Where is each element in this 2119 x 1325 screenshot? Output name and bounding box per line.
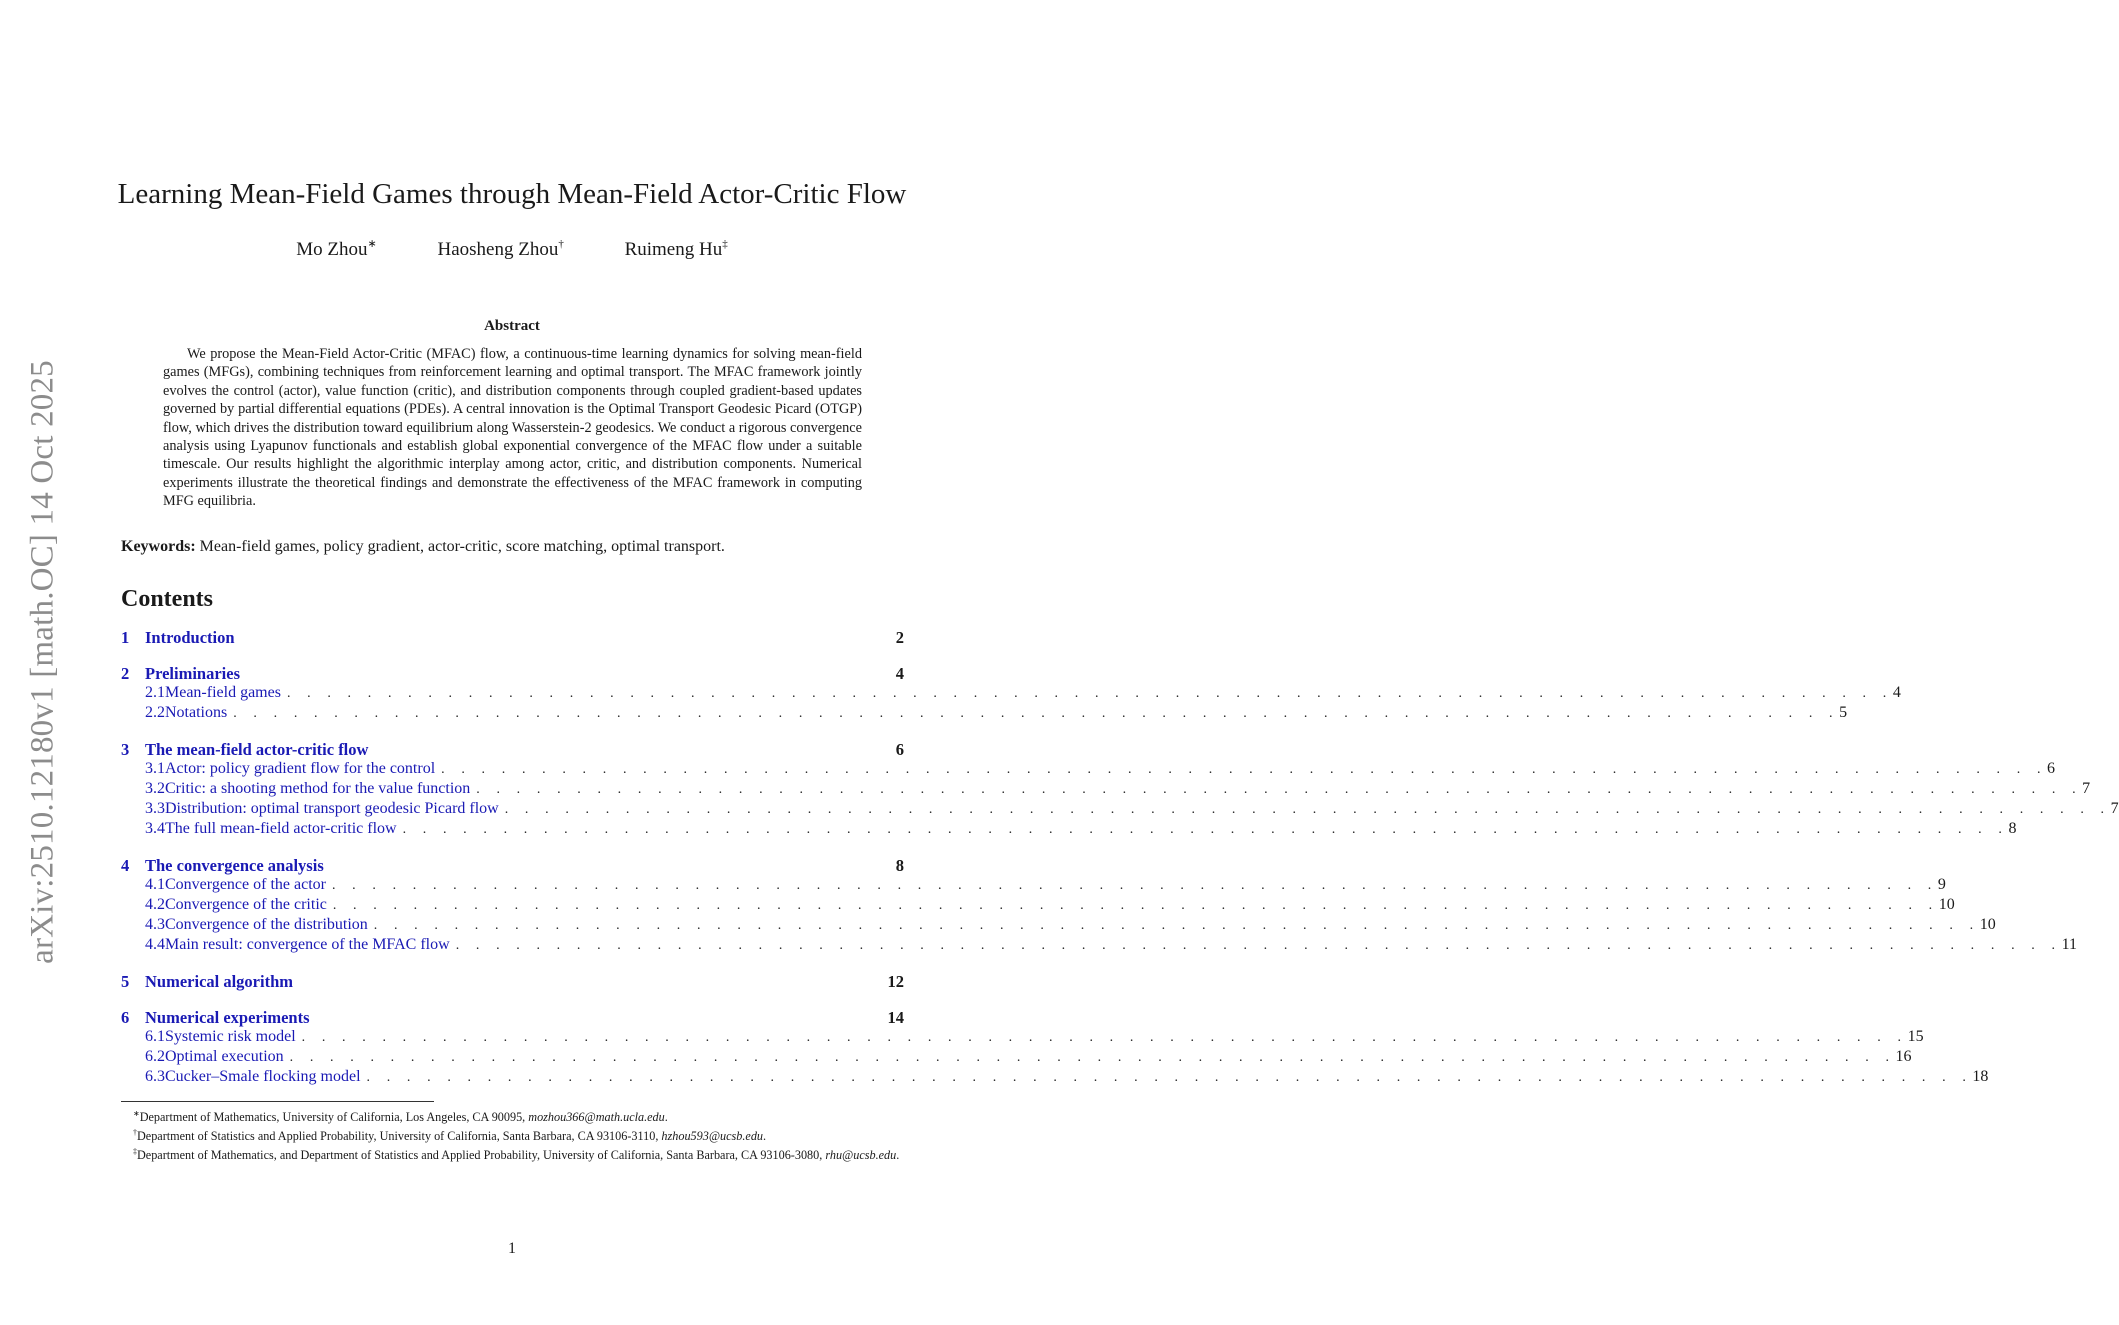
toc-subsection-title-link[interactable]: Optimal execution [165, 1048, 284, 1065]
toc-section [121, 628, 904, 648]
toc-section-number: 2 [121, 664, 130, 683]
toc-section-page: 14 [887, 1008, 904, 1027]
toc-subsection-page: 16 [1895, 1048, 1912, 1065]
toc-section-title-link[interactable]: Numerical experiments [145, 1008, 310, 1027]
footnotes [121, 1106, 904, 1163]
toc-subsection-page: 15 [1907, 1028, 1924, 1045]
toc-subsection-title-link[interactable]: Actor: policy gradient flow for the control [165, 760, 436, 777]
footnote-mark: ‡ [133, 1147, 137, 1156]
toc-subsection-title-link[interactable]: Convergence of the distribution [165, 916, 368, 933]
footnote-email-link[interactable]: rhu@ucsb.edu [825, 1148, 897, 1162]
table-of-contents [121, 628, 2119, 1104]
toc-subsection-entry[interactable] [121, 1068, 1989, 1088]
toc-dot-leader: . . . . . . . . . . . . . . . . . . . . . . . . . . . . . . . . . . . . . . . . . . . . . . . . . . . . . . . . . . . . . . . . . . . . . . . . . . . . . . . . [455, 938, 2062, 953]
toc-section-entry[interactable] [121, 856, 904, 876]
toc-section-number: 5 [121, 972, 130, 991]
toc-subsection-entry[interactable] [121, 936, 2077, 956]
footnote-divider [121, 1101, 434, 1102]
author-footnote-mark[interactable]: † [558, 238, 564, 250]
footnote-affiliation [121, 1144, 904, 1163]
footnote-affiliation [121, 1125, 904, 1144]
keywords-line [121, 538, 904, 556]
toc-subsection-title-link[interactable]: Mean-field games [165, 684, 281, 701]
toc-section [121, 664, 1901, 724]
toc-dot-leader: . . . . . . . . . . . . . . . . . . . . . . . . . . . . . . . . . . . . . . . . . . . . . . . . . . . . . . . . . . . . . . . . . . . . . . . . . . . . . . . . [286, 686, 1893, 701]
toc-section-entry[interactable] [121, 1008, 904, 1028]
toc-subsection-number: 6.1 [145, 1028, 165, 1045]
toc-section-title-link[interactable]: Introduction [145, 628, 235, 647]
toc-subsection-title-link[interactable]: Distribution: optimal transport geodesic Picard flow [165, 800, 499, 817]
toc-dot-leader: . . . . . . . . . . . . . . . . . . . . . . . . . . . . . . . . . . . . . . . . . . . . . . . . . . . . . . . . . . . . . . . . . . . . . . . . . . . . . . . . [373, 918, 1980, 933]
toc-subsection-entry[interactable] [121, 1048, 1912, 1068]
toc-subsection-number: 4.2 [145, 896, 165, 913]
toc-subsection-title-link[interactable]: Systemic risk model [165, 1028, 296, 1045]
toc-section [121, 972, 904, 992]
author-list [0, 237, 1024, 261]
toc-subsection-number: 3.1 [145, 760, 165, 777]
footnote-text: Department of Mathematics, University of California, Los Angeles, CA 90095, [139, 1110, 529, 1124]
toc-subsection-page: 4 [1892, 684, 1901, 701]
author-name: Ruimeng Hu [624, 239, 723, 260]
toc-subsection-number: 4.3 [145, 916, 165, 933]
author-footnote-mark[interactable]: ∗ [367, 238, 377, 250]
author-1 [296, 237, 376, 261]
toc-subsection-title-link[interactable]: Convergence of the critic [165, 896, 327, 913]
toc-section-number: 4 [121, 856, 130, 875]
arxiv-identifier-stamp[interactable]: arXiv:2510.12180v1 [math.OC] 14 Oct 2025 [24, 360, 61, 964]
toc-subsection-entry[interactable] [121, 916, 1996, 936]
toc-subsection-entry[interactable] [121, 684, 1901, 704]
toc-subsection-title-link[interactable]: Main result: convergence of the MFAC flow [165, 936, 450, 953]
toc-subsection-page: 10 [1938, 896, 1955, 913]
toc-section-page: 2 [895, 628, 904, 647]
paper-title: Learning Mean-Field Games through Mean-Field Actor-Critic Flow [117, 178, 907, 210]
toc-subsection-page: 7 [2110, 800, 2119, 817]
toc-subsection-number: 2.1 [145, 684, 165, 701]
toc-subsection-number: 4.4 [145, 936, 165, 953]
toc-section-title-link[interactable]: The convergence analysis [145, 856, 324, 875]
toc-subsection-entry[interactable] [121, 820, 2017, 840]
footnote-affiliation [121, 1106, 904, 1125]
toc-section [121, 856, 2077, 956]
toc-subsection-number: 3.4 [145, 820, 165, 837]
toc-subsection-page: 10 [1979, 916, 1996, 933]
footnote-text: Department of Statistics and Applied Probability, University of California, Santa Barbara, CA 93106-3110, [137, 1129, 662, 1143]
toc-section-title-link[interactable]: The mean-field actor-critic flow [145, 740, 369, 759]
author-name: Mo Zhou [296, 239, 368, 260]
toc-section-number: 3 [121, 740, 130, 759]
toc-subsection-entry[interactable] [121, 1028, 1924, 1048]
toc-subsection-number: 2.2 [145, 704, 165, 721]
toc-subsection-page: 7 [2082, 780, 2091, 797]
toc-subsection-title-link[interactable]: Cucker–Smale flocking model [165, 1068, 361, 1085]
contents-heading: Contents [121, 586, 214, 612]
toc-section-title-link[interactable]: Numerical algorithm [145, 972, 294, 991]
footnote-text: Department of Mathematics, and Department of Statistics and Applied Probability, University of California, Santa Barbara, CA 93106-3080, [137, 1148, 826, 1162]
toc-section-page: 8 [895, 856, 904, 875]
toc-section-entry[interactable] [121, 664, 904, 684]
toc-section-entry[interactable] [121, 740, 904, 760]
page-number: 1 [508, 1240, 516, 1257]
toc-section-number: 1 [121, 628, 130, 647]
toc-subsection-number: 4.1 [145, 876, 165, 893]
toc-dot-leader: . . . . . . . . . . . . . . . . . . . . . . . . . . . . . . . . . . . . . . . . . . . . . . . . . . . . . . . . . . . . . . . . . . . . . . . . . . . . . . . . [366, 1070, 1973, 1085]
keywords-text: Mean-field games, policy gradient, actor-critic, score matching, optimal transport. [199, 538, 725, 555]
toc-dot-leader: . . . . . . . . . . . . . . . . . . . . . . . . . . . . . . . . . . . . . . . . . . . . . . . . . . . . . . . . . . . . . . . . . . . . . . . . . . . . . . . . [332, 898, 1939, 913]
toc-subsection-entry[interactable] [121, 876, 1946, 896]
toc-subsection-number: 3.3 [145, 800, 165, 817]
toc-section-entry[interactable] [121, 972, 904, 992]
toc-section-number: 6 [121, 1008, 130, 1027]
toc-subsection-page: 18 [1972, 1068, 1989, 1085]
toc-subsection-entry[interactable] [121, 896, 1955, 916]
toc-subsection-title-link[interactable]: Notations [165, 704, 228, 721]
toc-subsection-entry[interactable] [121, 704, 1848, 724]
footnote-end: . [763, 1129, 767, 1143]
toc-section [121, 1008, 1989, 1088]
toc-subsection-number: 3.2 [145, 780, 165, 797]
toc-subsection-page: 8 [2008, 820, 2017, 837]
toc-dot-leader: . . . . . . . . . . . . . . . . . . . . . . . . . . . . . . . . . . . . . . . . . . . . . . . . . . . . . . . . . . . . . . . . . . . . . . . . . . . . . . . . [301, 1030, 1908, 1045]
author-footnote-mark[interactable]: ‡ [722, 238, 728, 250]
footnote-email-link[interactable]: hzhou593@ucsb.edu [661, 1129, 764, 1143]
toc-section-page: 12 [887, 972, 904, 991]
footnote-mark: † [133, 1128, 137, 1137]
toc-dot-leader: . . . . . . . . . . . . . . . . . . . . . . . . . . . . . . . . . . . . . . . . . . . . . . . . . . . . . . . . . . . . . . . . . . . . . . . . . . . . . . . . [504, 802, 2111, 817]
toc-subsection-entry[interactable] [121, 800, 2119, 820]
author-name: Haosheng Zhou [437, 239, 559, 260]
toc-subsection-entry[interactable] [121, 760, 2056, 780]
footnote-mark: ∗ [133, 1109, 140, 1118]
footnote-end: . [896, 1148, 900, 1162]
keywords-label: Keywords: [121, 538, 196, 555]
toc-subsection-page: 9 [1937, 876, 1946, 893]
toc-subsection-title-link[interactable]: The full mean-field actor-critic flow [165, 820, 397, 837]
toc-subsection-page: 11 [2061, 936, 2077, 953]
toc-dot-leader: . . . . . . . . . . . . . . . . . . . . . . . . . . . . . . . . . . . . . . . . . . . . . . . . . . . . . . . . . . . . . . . . . . . . . . . . . . . . . . . . [402, 822, 2009, 837]
toc-section-page: 4 [895, 664, 904, 683]
toc-subsection-number: 6.3 [145, 1068, 165, 1085]
abstract-text: We propose the Mean-Field Actor-Critic (MFAC) flow, a continuous-time learning dynamics for solving mean-field games (MFGs), combining techniques from reinforcement learning and optimal transport. The MFAC framework jointly evolves the control (actor), value function (critic), and distribution components through coupled gradient-based updates governed by partial differential equations (PDEs). A central innovation is the Optimal Transport Geodesic Picard (OTGP) flow, which drives the distribution toward equilibrium along Wasserstein-2 geodesics. We conduct a rigorous convergence analysis using Lyapunov functionals and establish global exponential convergence of the MFAC flow under a suitable timescale. Our results highlight the algorithmic interplay among actor, critic, and distribution components. Numerical experiments illustrate the theoretical findings and demonstrate the effectiveness of the MFAC framework in computing MFG equilibria. [163, 346, 862, 510]
author-2 [437, 238, 563, 261]
toc-subsection-number: 6.2 [145, 1048, 165, 1065]
toc-subsection-title-link[interactable]: Critic: a shooting method for the value function [165, 780, 471, 797]
footnote-email-link[interactable]: mozhou366@math.ucla.edu [528, 1110, 665, 1124]
author-3 [625, 238, 728, 261]
toc-section [121, 740, 2119, 840]
toc-subsection-entry[interactable] [121, 780, 2091, 800]
toc-section-entry[interactable] [121, 628, 904, 648]
toc-dot-leader: . . . . . . . . . . . . . . . . . . . . . . . . . . . . . . . . . . . . . . . . . . . . . . . . . . . . . . . . . . . . . . . . . . . . . . . . . . . . . . . . [331, 878, 1938, 893]
abstract-heading: Abstract [484, 318, 540, 334]
toc-dot-leader: . . . . . . . . . . . . . . . . . . . . . . . . . . . . . . . . . . . . . . . . . . . . . . . . . . . . . . . . . . . . . . . . . . . . . . . . . . . . . . . . [233, 706, 1840, 721]
toc-dot-leader: . . . . . . . . . . . . . . . . . . . . . . . . . . . . . . . . . . . . . . . . . . . . . . . . . . . . . . . . . . . . . . . . . . . . . . . . . . . . . . . . [289, 1050, 1896, 1065]
toc-dot-leader: . . . . . . . . . . . . . . . . . . . . . . . . . . . . . . . . . . . . . . . . . . . . . . . . . . . . . . . . . . . . . . . . . . . . . . . . . . . . . . . . [441, 762, 2048, 777]
toc-subsection-page: 6 [2047, 760, 2056, 777]
toc-dot-leader: . . . . . . . . . . . . . . . . . . . . . . . . . . . . . . . . . . . . . . . . . . . . . . . . . . . . . . . . . . . . . . . . . . . . . . . . . . . . . . . . [476, 782, 2083, 797]
toc-subsection-title-link[interactable]: Convergence of the actor [165, 876, 326, 893]
toc-section-title-link[interactable]: Preliminaries [145, 664, 241, 683]
toc-subsection-page: 5 [1839, 704, 1848, 721]
footnote-end: . [664, 1110, 668, 1124]
toc-section-page: 6 [895, 740, 904, 759]
